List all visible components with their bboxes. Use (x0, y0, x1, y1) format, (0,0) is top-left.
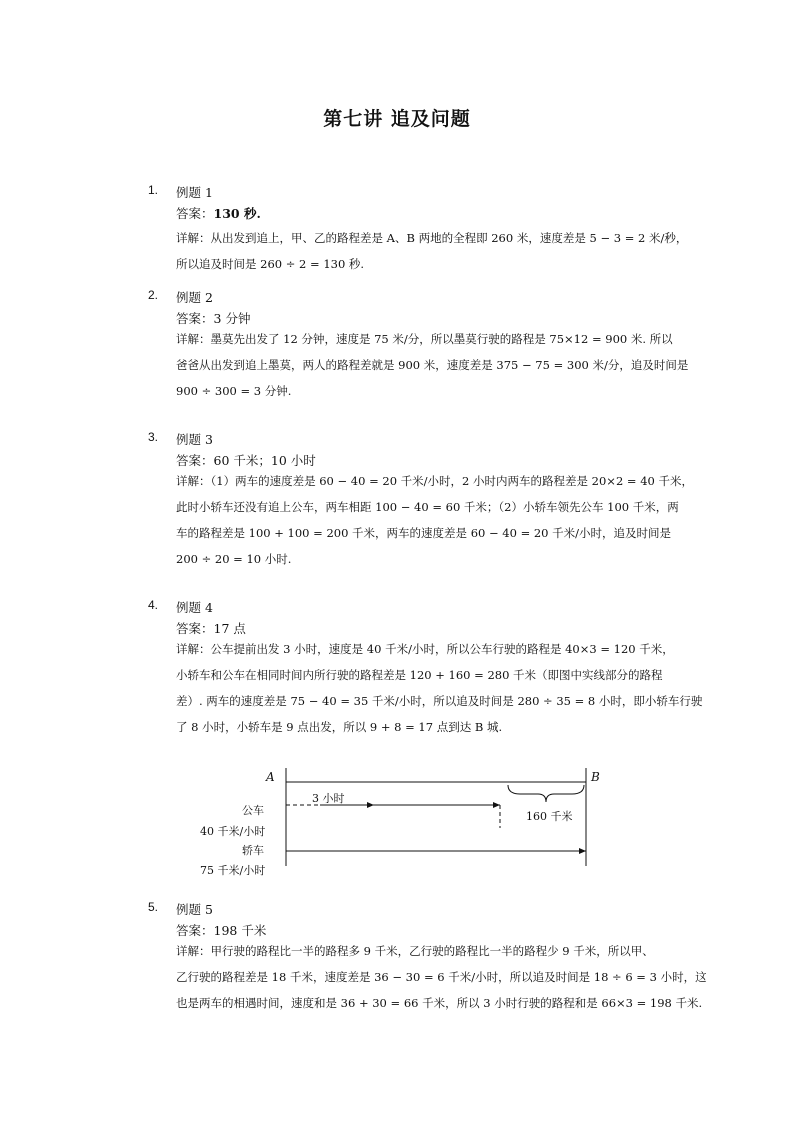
answer (176, 451, 316, 469)
detail-line: 此时小轿车还没有追上公车，两车相距 100 − 40 = 60 千米；（2）小轿车领先公车 100 千米，两 (176, 500, 679, 514)
car-label: 轿车 (242, 844, 264, 857)
detail-line: 车的路程差是 100 + 100 = 200 千米，两车的速度差是 60 − 40 = 20 千米/小时，追及时间是 (176, 526, 672, 540)
detail-line: 了 8 小时，小轿车是 9 点出发，所以 9 + 8 = 17 点到达 B 城. (176, 720, 503, 734)
item-title: 例题 4 (176, 600, 213, 615)
car-speed-label: 75 千米/小时 (200, 864, 266, 877)
item-title: 例题 5 (176, 902, 213, 917)
answer-value: 198 千米 (213, 923, 267, 938)
answer (176, 921, 266, 939)
answer-value: 60 千米；10 小时 (213, 453, 316, 468)
item-title: 例题 3 (176, 432, 213, 447)
distance-label: 160 千米 (526, 810, 573, 823)
bus-label: 公车 (242, 804, 264, 817)
detail (176, 636, 703, 740)
detail-line: 差）. 两车的速度差是 75 − 40 = 35 千米/小时，所以追及时间是 280 ÷ 35 = 8 小时，即小轿车行驶 (176, 694, 703, 708)
detail-line: 详解：公车提前出发 3 小时，速度是 40 千米/小时，所以公车行驶的路程是 40×3 = 120 千米， (176, 642, 674, 656)
answer-value: 3 分钟 (213, 311, 251, 326)
time-label: 3 小时 (312, 792, 345, 805)
answer (176, 204, 261, 222)
answer (176, 309, 250, 327)
answer-label: 答案： (176, 453, 214, 468)
detail-line: 900 ÷ 300 = 3 分钟. (176, 384, 292, 398)
answer-label: 答案： (176, 311, 214, 326)
item-number: 5. (148, 900, 159, 914)
detail (176, 938, 707, 1016)
bus-speed-label: 40 千米/小时 (200, 825, 266, 838)
page-title: 第七讲 追及问题 (323, 108, 471, 130)
detail (176, 468, 693, 572)
point-a-label: A (266, 770, 275, 784)
answer-label: 答案： (176, 206, 214, 221)
answer-value: 17 点 (213, 621, 246, 636)
detail-line: 也是两车的相遇时间，速度和是 36 + 30 = 66 千米，所以 3 小时行驶的路程和是 66×3 = 198 千米. (176, 996, 703, 1010)
chase-diagram (190, 766, 620, 881)
answer-value: 130 秒. (213, 206, 261, 221)
item-number: 4. (148, 598, 159, 612)
detail (176, 326, 689, 404)
detail-line: 所以追及时间是 260 ÷ 2 = 130 秒. (176, 257, 365, 271)
answer (176, 619, 246, 637)
answer-label: 答案： (176, 621, 214, 636)
item-title: 例题 1 (176, 185, 213, 200)
detail-line: 详解：（1）两车的速度差是 60 − 40 = 20 千米/小时，2 小时内两车的路程差是 20×2 = 40 千米， (176, 474, 693, 488)
detail (176, 225, 688, 277)
detail-line: 小轿车和公车在相同时间内所行驶的路程差是 120 + 160 = 280 千米（即图中实线部分的路程 (176, 668, 663, 682)
item-title: 例题 2 (176, 290, 213, 305)
detail-line: 乙行驶的路程差是 18 千米，速度差是 36 − 30 = 6 千米/小时，所以追及时间是 18 ÷ 6 = 3 小时，这 (176, 970, 707, 984)
item-number: 1. (148, 183, 159, 197)
detail-line: 爸爸从出发到追上墨莫，两人的路程差就是 900 米，速度差是 375 − 75 = 300 米/分，追及时间是 (176, 358, 689, 372)
item-number: 3. (148, 430, 159, 444)
distance-brace (508, 785, 584, 802)
answer-label: 答案： (176, 923, 214, 938)
detail-line: 200 ÷ 20 = 10 小时. (176, 552, 292, 566)
detail-line: 详解：从出发到追上，甲、乙的路程差是 A、B 两地的全程即 260 米，速度差是 5 − 3 = 2 米/秒， (176, 231, 688, 245)
detail-line: 详解：甲行驶的路程比一半的路程多 9 千米，乙行驶的路程比一半的路程少 9 千米，所以甲、 (176, 944, 654, 958)
item-number: 2. (148, 288, 159, 302)
detail-line: 详解：墨莫先出发了 12 分钟，速度是 75 米/分，所以墨莫行驶的路程是 75×12 = 900 米. 所以 (176, 332, 673, 346)
point-b-label: B (591, 770, 600, 784)
